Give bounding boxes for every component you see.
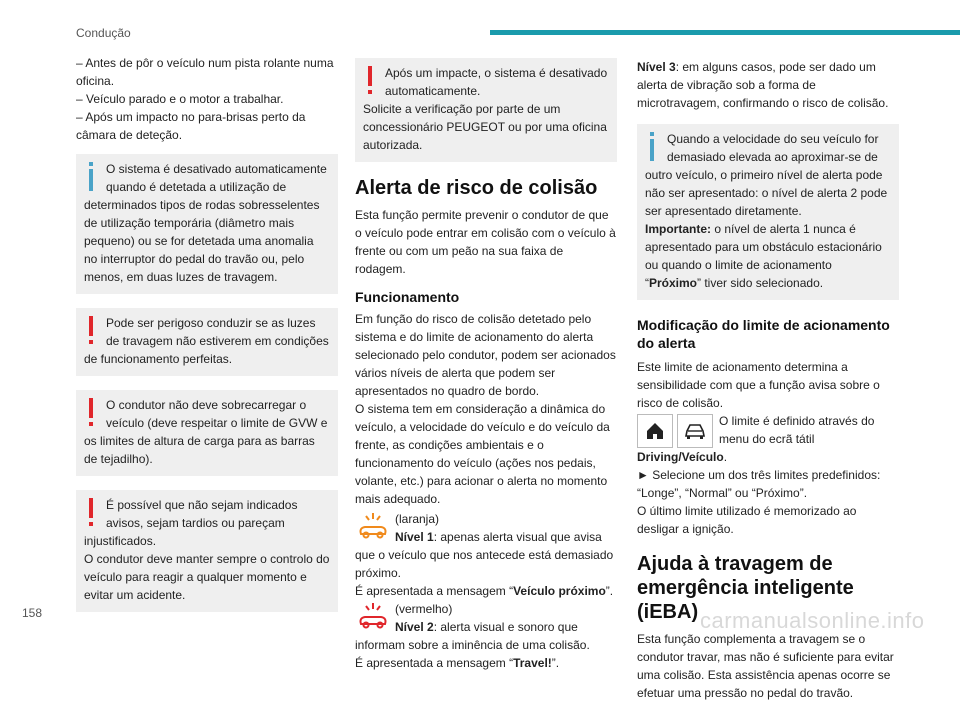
info-box — [76, 154, 338, 294]
column-1 — [76, 54, 338, 612]
collision-alert-red-icon — [355, 600, 391, 630]
column-3 — [637, 58, 899, 702]
warning-box — [76, 308, 338, 376]
alert-color: (laranja) — [395, 512, 440, 526]
section-heading: Ajuda à travagem de emergência inteligente (iEBA) — [637, 553, 854, 623]
warning-text: O condutor deve manter sempre o controlo do veículo para reagir a qualquer momento e evitar um acidente. — [84, 552, 330, 602]
sub-heading: Modificação do limite de acionamento do alerta — [637, 317, 890, 351]
warning-box — [76, 390, 338, 476]
warning-text: Solicite a verificação por parte de um concessionário PEUGEOT ou por uma oficina autorizada. — [363, 102, 607, 152]
info-box — [637, 124, 899, 300]
watermark: carmanualsonline.info — [700, 608, 925, 633]
list-item: – Antes de pôr o veículo num pista rolante numa oficina. — [76, 56, 334, 88]
header-bar — [490, 30, 960, 35]
info-icon — [645, 130, 667, 164]
body-text: Nível 3: em alguns casos, pode ser dado um alerta de vibração sob a forma de microtravagem, confirmando o risco de colisão. — [637, 60, 889, 110]
menu-text: O limite é definido através do menu do ecrã tátil Driving/Veículo. — [637, 414, 875, 464]
info-text: O sistema é desativado automaticamente quando é detetada a utilização de determinados tipos de rodas sobresselentes de utilização temporária (diâmetro mais pequeno) ou se for detetada uma anomalia no interruptor do pedal do travão ou, pelo menos, em duas luzes de travagem. — [84, 162, 327, 284]
info-text: Quando a velocidade do seu veículo for demasiado elevada ao aproximar-se de outro veículo, o primeiro nível de alerta pode não ser apresentado: o nível de alerta 2 pode ser apresentado diretamente. — [645, 132, 888, 218]
warning-icon — [84, 396, 106, 430]
body-text: O sistema tem em consideração a dinâmica do veículo, a velocidade do veículo e do veículo da frente, as condições ambientais e o funcionamento do veículo (ações nos pedais, volante, etc.) para acionar o alerta no momento mais adequado. — [355, 402, 610, 506]
alert-level-2 — [355, 600, 617, 672]
list-item: – Veículo parado e o motor a trabalhar. — [76, 92, 284, 106]
warning-box — [355, 58, 617, 162]
body-text: Em função do risco de colisão detetado pelo sistema e do limite de acionamento do alerta selecionado pelo condutor, podem ser acionados vários níveis de alerta que podem ser apresentados no quadro de bordo. — [355, 312, 616, 398]
warning-text: Pode ser perigoso conduzir se as luzes de travagem não estiverem em condições de funcionamento perfeitas. — [84, 316, 329, 366]
warning-box — [76, 490, 338, 612]
list-item: – Após um impacto no para-brisas perto da câmara de deteção. — [76, 110, 306, 142]
alert-message: É apresentada a mensagem “Travel!”. — [355, 656, 560, 670]
section-heading: Alerta de risco de colisão — [355, 177, 598, 199]
warning-icon — [363, 64, 385, 98]
sub-heading: Funcionamento — [355, 289, 460, 305]
warning-icon — [84, 314, 106, 348]
home-icon — [637, 414, 673, 448]
column-2 — [355, 58, 617, 672]
info-text: Importante: o nível de alerta 1 nunca é apresentado para um obstáculo estacionário ou quando o limite de acionamento “Próximo” tiver sido selecionado. — [645, 222, 882, 290]
warning-text: É possível que não sejam indicados avisos, sejam tardios ou pareçam injustificados. — [84, 498, 298, 548]
body-text: Esta função complementa a travagem se o condutor travar, mas não é suficiente para evitar uma colisão. Esta assistência apenas ocorre se efetuar uma pressão no pedal do travão. — [637, 632, 894, 700]
menu-instruction — [637, 412, 899, 466]
alert-text: Nível 2: alerta visual e sonoro que informam sobre a iminência de uma colisão. — [355, 620, 590, 652]
body-text: O último limite utilizado é memorizado ao desligar a ignição. — [637, 504, 857, 536]
intro-text: Esta função permite prevenir o condutor de que o veículo pode entrar em colisão com o veículo à frente ou com um peão na sua faixa de rodagem. — [355, 208, 616, 276]
warning-icon — [84, 496, 106, 530]
header-title: Condução — [76, 26, 131, 40]
alert-color: (vermelho) — [395, 602, 453, 616]
alert-level-1 — [355, 510, 617, 600]
car-icon — [677, 414, 713, 448]
alert-text: Nível 1: apenas alerta visual que avisa que o veículo que nos antecede está demasiado próximo. — [355, 530, 614, 580]
warning-text: O condutor não deve sobrecarregar o veículo (deve respeitar o limite de GVW e os limites de altura de carga para as barras de tejadilho). — [84, 398, 328, 466]
step-text: ► Selecione um dos três limites predefinidos: “Longe”, “Normal” ou “Próximo”. — [637, 468, 881, 500]
warning-text: Após um impacte, o sistema é desativado automaticamente. — [385, 66, 608, 98]
page-number: 158 — [22, 606, 43, 620]
collision-alert-orange-icon — [355, 510, 391, 540]
body-text: Este limite de acionamento determina a sensibilidade com que a função avisa sobre o risco de colisão. — [637, 360, 880, 410]
alert-message: É apresentada a mensagem “Veículo próximo”. — [355, 584, 614, 598]
info-icon — [84, 160, 106, 194]
